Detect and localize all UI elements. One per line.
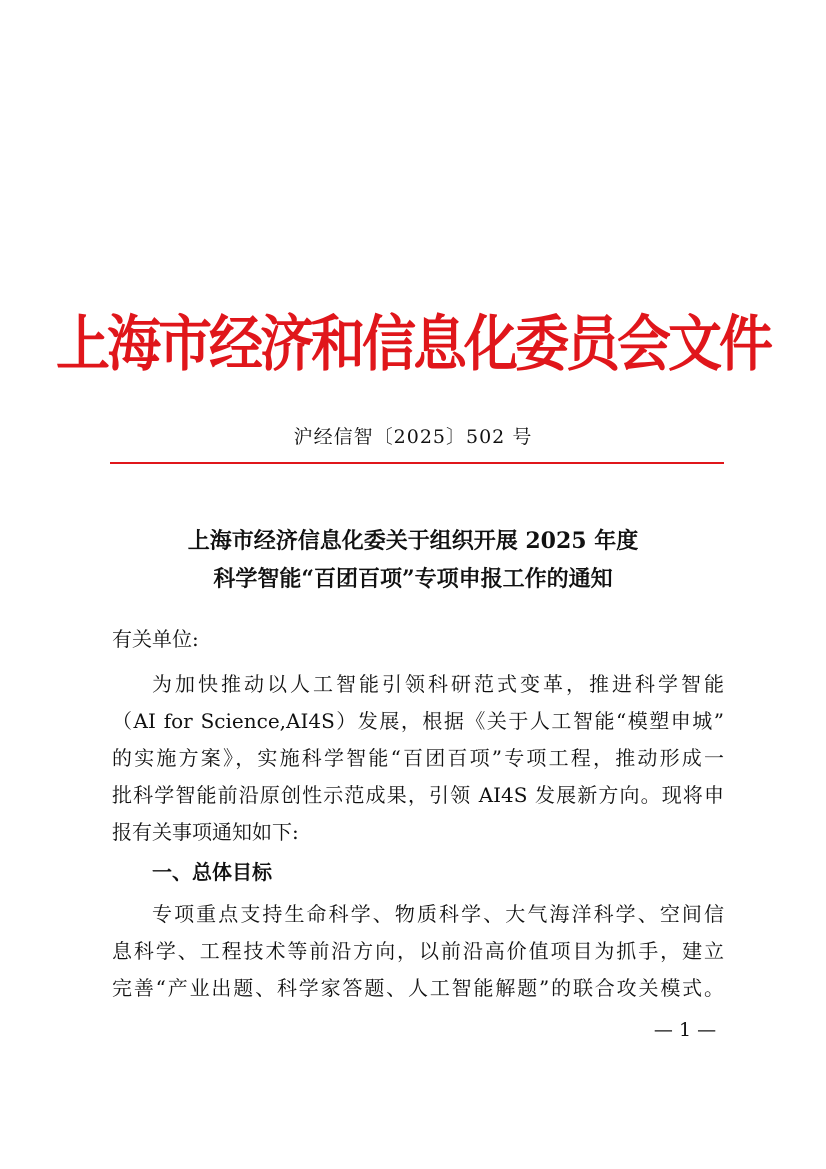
salutation: 有关单位:	[112, 627, 199, 651]
paragraph-1-line-5: 报有关事项通知如下:	[112, 820, 299, 844]
paragraph-1-line-2: （AI for Science,AI4S）发展，根据《关于人工智能“模塑申城”	[112, 709, 724, 733]
paragraph-2-line-2: 息科学、工程技术等前沿方向，以前沿高价值项目为抓手，建立	[112, 939, 724, 963]
paragraph-2-line-3: 完善“产业出题、科学家答题、人工智能解题”的联合攻关模式。	[112, 976, 724, 1000]
paragraph-1-line-4: 批科学智能前沿原创性示范成果，引领 AI4S 发展新方向。现将申	[112, 783, 724, 807]
document-masthead: 上海市经济和信息化委员会文件	[56, 307, 770, 379]
notice-title-line-1: 上海市经济信息化委关于组织开展 2025 年度	[187, 528, 639, 554]
notice-title-line-2: 科学智能“百团百项”专项申报工作的通知	[213, 566, 613, 592]
document-number: 沪经信智〔2025〕502 号	[293, 426, 533, 448]
paragraph-2-line-1: 专项重点支持生命科学、物质科学、大气海洋科学、空间信	[152, 902, 724, 926]
section-1-heading: 一、总体目标	[152, 860, 272, 884]
paragraph-1-line-1: 为加快推动以人工智能引领科研范式变革，推进科学智能	[152, 672, 724, 696]
page-number: — 1 —	[653, 1019, 717, 1041]
red-divider-line	[110, 462, 724, 464]
paragraph-1-line-3: 的实施方案》，实施科学智能“百团百项”专项工程，推动形成一	[112, 746, 724, 770]
